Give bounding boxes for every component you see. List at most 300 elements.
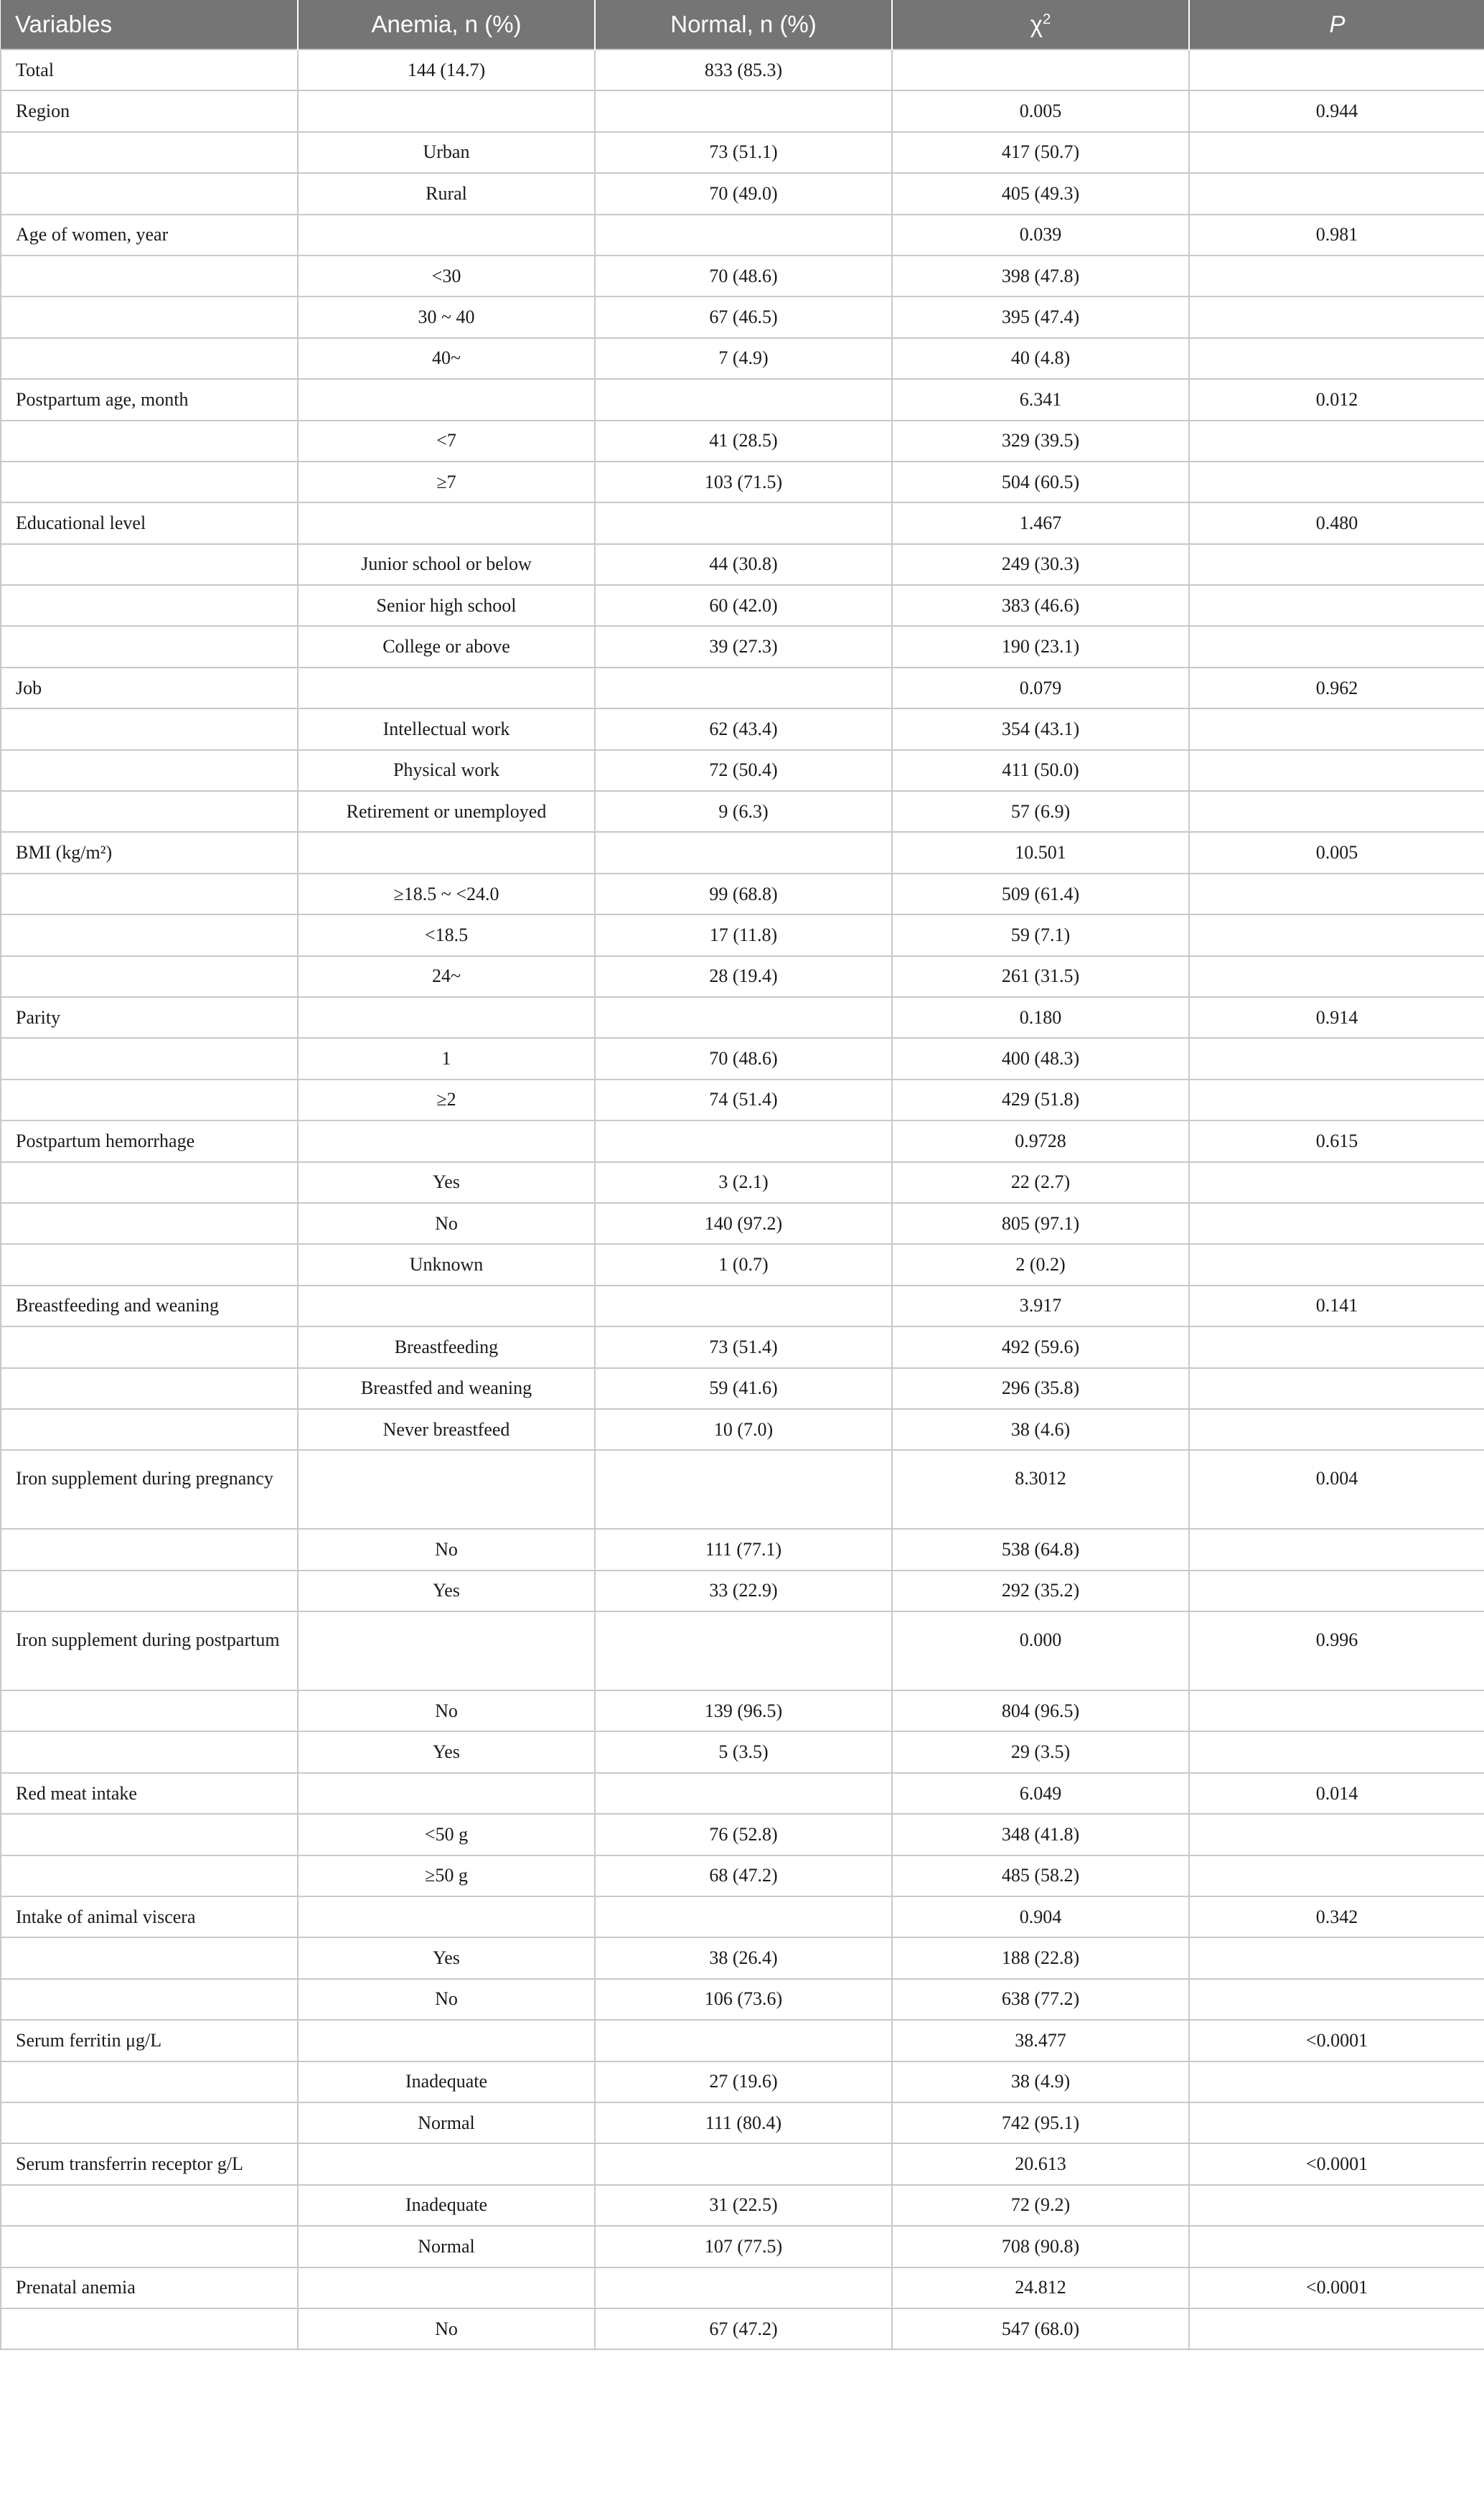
cell-count xyxy=(595,2020,892,2061)
cell-variable xyxy=(1,914,298,955)
cell-count xyxy=(595,997,892,1038)
cell-count: 68 (47.2) xyxy=(595,1855,892,1896)
cell-stat: 0.079 xyxy=(892,668,1189,708)
cell-category-or-anemia: Yes xyxy=(298,1731,595,1772)
cell-stat: 638 (77.2) xyxy=(892,1979,1189,2020)
cell-p: 0.981 xyxy=(1189,215,1484,256)
table-row xyxy=(1,2102,1484,2143)
table-row xyxy=(1,1326,1484,1367)
cell-count: 1 (0.7) xyxy=(595,1244,892,1285)
table-row xyxy=(1,544,1484,585)
table-row xyxy=(1,1896,1484,1937)
cell-count xyxy=(595,90,892,131)
cell-stat: 40 (4.8) xyxy=(892,338,1189,379)
cell-variable xyxy=(1,750,298,791)
table-row xyxy=(1,668,1484,708)
cell-stat: 804 (96.5) xyxy=(892,1690,1189,1731)
cell-count: 73 (51.1) xyxy=(595,132,892,173)
cell-p: 0.014 xyxy=(1189,1773,1484,1814)
table-row xyxy=(1,296,1484,337)
cell-category-or-anemia: ≥18.5 ~ <24.0 xyxy=(298,874,595,914)
cell-p xyxy=(1189,1690,1484,1731)
cell-p xyxy=(1189,1814,1484,1855)
cell-p xyxy=(1189,132,1484,173)
cell-p xyxy=(1189,173,1484,214)
cell-variable xyxy=(1,1203,298,1244)
cell-category-or-anemia: <7 xyxy=(298,421,595,462)
table-row xyxy=(1,708,1484,749)
cell-p xyxy=(1189,914,1484,955)
cell-variable: Age of women, year xyxy=(1,215,298,256)
table-row xyxy=(1,1731,1484,1772)
cell-stat: 400 (48.3) xyxy=(892,1038,1189,1079)
cell-stat: 504 (60.5) xyxy=(892,462,1189,502)
cell-stat: 296 (35.8) xyxy=(892,1368,1189,1409)
cell-variable xyxy=(1,1814,298,1855)
cell-variable xyxy=(1,1409,298,1450)
cell-variable xyxy=(1,296,298,337)
cell-variable: Intake of animal viscera xyxy=(1,1896,298,1937)
cell-variable: Serum transferrin receptor g/L xyxy=(1,2143,298,2184)
cell-category-or-anemia xyxy=(298,1450,595,1529)
table-row xyxy=(1,832,1484,873)
table-row xyxy=(1,914,1484,955)
cell-p xyxy=(1189,874,1484,914)
cell-category-or-anemia xyxy=(298,2020,595,2061)
cell-stat: 492 (59.6) xyxy=(892,1326,1189,1367)
cell-p: 0.480 xyxy=(1189,502,1484,543)
cell-count: 7 (4.9) xyxy=(595,338,892,379)
table-row xyxy=(1,1855,1484,1896)
table-row xyxy=(1,2143,1484,2184)
cell-count: 62 (43.4) xyxy=(595,708,892,749)
cell-stat: 10.501 xyxy=(892,832,1189,873)
cell-stat: 348 (41.8) xyxy=(892,1814,1189,1855)
cell-variable xyxy=(1,462,298,502)
header-anemia: Anemia, n (%) xyxy=(298,0,595,50)
table-row xyxy=(1,90,1484,131)
cell-p xyxy=(1189,2226,1484,2267)
cell-stat: 190 (23.1) xyxy=(892,626,1189,667)
cell-p xyxy=(1189,1080,1484,1120)
cell-p xyxy=(1189,956,1484,997)
table-row xyxy=(1,750,1484,791)
table-row xyxy=(1,256,1484,296)
table-row xyxy=(1,1773,1484,1814)
cell-count: 31 (22.5) xyxy=(595,2185,892,2226)
cell-stat: 22 (2.7) xyxy=(892,1162,1189,1203)
cell-category-or-anemia: Yes xyxy=(298,1937,595,1978)
cell-category-or-anemia: <30 xyxy=(298,256,595,296)
table-header xyxy=(1,0,1484,50)
cell-count xyxy=(595,1120,892,1161)
cell-stat: 429 (51.8) xyxy=(892,1080,1189,1120)
table-row xyxy=(1,1979,1484,2020)
cell-stat: 805 (97.1) xyxy=(892,1203,1189,1244)
header-row xyxy=(1,0,1484,50)
cell-category-or-anemia xyxy=(298,1773,595,1814)
header-variables: Variables xyxy=(1,0,298,50)
cell-p xyxy=(1189,708,1484,749)
cell-stat: 8.3012 xyxy=(892,1450,1189,1529)
cell-count: 3 (2.1) xyxy=(595,1162,892,1203)
cell-stat: 3.917 xyxy=(892,1286,1189,1326)
cell-count: 10 (7.0) xyxy=(595,1409,892,1450)
cell-stat: 188 (22.8) xyxy=(892,1937,1189,1978)
cell-count: 59 (41.6) xyxy=(595,1368,892,1409)
cell-variable xyxy=(1,1979,298,2020)
cell-stat: 24.812 xyxy=(892,2267,1189,2308)
cell-count xyxy=(595,1611,892,1690)
cell-p xyxy=(1189,1529,1484,1570)
cell-count: 73 (51.4) xyxy=(595,1326,892,1367)
cell-p: <0.0001 xyxy=(1189,2020,1484,2061)
cell-variable xyxy=(1,2102,298,2143)
cell-variable xyxy=(1,544,298,585)
cell-count: 28 (19.4) xyxy=(595,956,892,997)
cell-stat: 261 (31.5) xyxy=(892,956,1189,997)
cell-p xyxy=(1189,2185,1484,2226)
table-row xyxy=(1,1690,1484,1731)
table-row xyxy=(1,50,1484,90)
cell-count: 38 (26.4) xyxy=(595,1937,892,1978)
cell-variable xyxy=(1,1731,298,1772)
cell-p xyxy=(1189,1937,1484,1978)
cell-p xyxy=(1189,1731,1484,1772)
table-row xyxy=(1,132,1484,173)
cell-category-or-anemia: No xyxy=(298,1529,595,1570)
cell-variable xyxy=(1,173,298,214)
cell-category-or-anemia: 24~ xyxy=(298,956,595,997)
cell-count xyxy=(595,1773,892,1814)
table-row xyxy=(1,1120,1484,1161)
cell-variable: Prenatal anemia xyxy=(1,2267,298,2308)
cell-p xyxy=(1189,1244,1484,1285)
cell-category-or-anemia xyxy=(298,1120,595,1161)
cell-p xyxy=(1189,462,1484,502)
cell-count: 140 (97.2) xyxy=(595,1203,892,1244)
cell-variable xyxy=(1,1368,298,1409)
cell-count: 9 (6.3) xyxy=(595,791,892,832)
cell-count: 70 (48.6) xyxy=(595,256,892,296)
cell-stat: 6.341 xyxy=(892,379,1189,420)
table-row xyxy=(1,2061,1484,2102)
cell-variable xyxy=(1,1080,298,1120)
table-row xyxy=(1,1409,1484,1450)
table-row xyxy=(1,1937,1484,1978)
cell-stat: 398 (47.8) xyxy=(892,256,1189,296)
cell-p xyxy=(1189,1203,1484,1244)
cell-stat: 6.049 xyxy=(892,1773,1189,1814)
table-row xyxy=(1,585,1484,626)
cell-count xyxy=(595,1450,892,1529)
header-p-value: P xyxy=(1189,0,1484,50)
cell-variable xyxy=(1,2308,298,2349)
cell-stat: 72 (9.2) xyxy=(892,2185,1189,2226)
cell-count: 70 (48.6) xyxy=(595,1038,892,1079)
cell-category-or-anemia: Senior high school xyxy=(298,585,595,626)
table-row xyxy=(1,2020,1484,2061)
table-row xyxy=(1,874,1484,914)
cell-category-or-anemia xyxy=(298,1286,595,1326)
cell-variable xyxy=(1,2226,298,2267)
table-row xyxy=(1,1203,1484,1244)
cell-stat: 354 (43.1) xyxy=(892,708,1189,749)
table-row xyxy=(1,1080,1484,1120)
cell-stat: 411 (50.0) xyxy=(892,750,1189,791)
cell-category-or-anemia: College or above xyxy=(298,626,595,667)
cell-count: 76 (52.8) xyxy=(595,1814,892,1855)
cell-category-or-anemia xyxy=(298,1896,595,1937)
cell-p xyxy=(1189,1409,1484,1450)
cell-stat: 292 (35.2) xyxy=(892,1571,1189,1611)
cell-category-or-anemia: Unknown xyxy=(298,1244,595,1285)
cell-stat: 0.005 xyxy=(892,90,1189,131)
cell-category-or-anemia: Breastfed and weaning xyxy=(298,1368,595,1409)
cell-p: 0.012 xyxy=(1189,379,1484,420)
cell-variable xyxy=(1,1038,298,1079)
cell-variable: Region xyxy=(1,90,298,131)
cell-stat: 329 (39.5) xyxy=(892,421,1189,462)
cell-variable xyxy=(1,791,298,832)
cell-count: 139 (96.5) xyxy=(595,1690,892,1731)
cell-p xyxy=(1189,338,1484,379)
cell-variable: Educational level xyxy=(1,502,298,543)
chi-exponent: 2 xyxy=(1042,11,1051,27)
cell-stat: 708 (90.8) xyxy=(892,2226,1189,2267)
cell-variable: Parity xyxy=(1,997,298,1038)
cell-count xyxy=(595,215,892,256)
cell-stat: 395 (47.4) xyxy=(892,296,1189,337)
cell-category-or-anemia: Retirement or unemployed xyxy=(298,791,595,832)
cell-count: 833 (85.3) xyxy=(595,50,892,90)
cell-stat: 538 (64.8) xyxy=(892,1529,1189,1570)
cell-count: 107 (77.5) xyxy=(595,2226,892,2267)
cell-p xyxy=(1189,2061,1484,2102)
cell-variable xyxy=(1,338,298,379)
cell-variable: Breastfeeding and weaning xyxy=(1,1286,298,1326)
cell-category-or-anemia xyxy=(298,2143,595,2184)
cell-variable: Red meat intake xyxy=(1,1773,298,1814)
cell-category-or-anemia: Junior school or below xyxy=(298,544,595,585)
cell-category-or-anemia xyxy=(298,215,595,256)
cell-variable xyxy=(1,421,298,462)
cell-stat: 59 (7.1) xyxy=(892,914,1189,955)
cell-category-or-anemia: Normal xyxy=(298,2226,595,2267)
cell-stat: 57 (6.9) xyxy=(892,791,1189,832)
cell-stat: 485 (58.2) xyxy=(892,1855,1189,1896)
cell-category-or-anemia: No xyxy=(298,1979,595,2020)
table-row xyxy=(1,1611,1484,1690)
table-row xyxy=(1,1529,1484,1570)
table-row xyxy=(1,2308,1484,2349)
cell-stat: 509 (61.4) xyxy=(892,874,1189,914)
cell-variable xyxy=(1,874,298,914)
cell-stat: 405 (49.3) xyxy=(892,173,1189,214)
cell-category-or-anemia xyxy=(298,2267,595,2308)
cell-count: 67 (47.2) xyxy=(595,2308,892,2349)
cell-count: 17 (11.8) xyxy=(595,914,892,955)
cell-variable: Iron supplement during pregnancy xyxy=(1,1450,298,1529)
cell-stat: 0.904 xyxy=(892,1896,1189,1937)
cell-variable xyxy=(1,1326,298,1367)
cell-category-or-anemia xyxy=(298,997,595,1038)
cell-count: 111 (80.4) xyxy=(595,2102,892,2143)
cell-variable xyxy=(1,956,298,997)
chi-symbol: χ xyxy=(1030,11,1043,37)
cell-category-or-anemia: Rural xyxy=(298,173,595,214)
table-row xyxy=(1,1286,1484,1326)
table-row xyxy=(1,502,1484,543)
cell-stat: 383 (46.6) xyxy=(892,585,1189,626)
cell-category-or-anemia: Inadequate xyxy=(298,2185,595,2226)
cell-stat: 417 (50.7) xyxy=(892,132,1189,173)
cell-stat: 38 (4.6) xyxy=(892,1409,1189,1450)
cell-p: 0.141 xyxy=(1189,1286,1484,1326)
cell-p xyxy=(1189,791,1484,832)
cell-p: 0.005 xyxy=(1189,832,1484,873)
cell-stat: 38 (4.9) xyxy=(892,2061,1189,2102)
cell-p xyxy=(1189,296,1484,337)
table-row xyxy=(1,1162,1484,1203)
cell-category-or-anemia xyxy=(298,379,595,420)
cell-variable xyxy=(1,2185,298,2226)
cell-p xyxy=(1189,1326,1484,1367)
cell-variable xyxy=(1,626,298,667)
cell-p: 0.944 xyxy=(1189,90,1484,131)
cell-stat: 547 (68.0) xyxy=(892,2308,1189,2349)
cell-category-or-anemia: Yes xyxy=(298,1571,595,1611)
cell-p xyxy=(1189,626,1484,667)
table-row xyxy=(1,462,1484,502)
cell-category-or-anemia: Intellectual work xyxy=(298,708,595,749)
cell-count: 60 (42.0) xyxy=(595,585,892,626)
table-row xyxy=(1,2185,1484,2226)
cell-category-or-anemia: Never breastfeed xyxy=(298,1409,595,1450)
cell-variable: Total xyxy=(1,50,298,90)
cell-category-or-anemia: ≥7 xyxy=(298,462,595,502)
cell-p xyxy=(1189,1162,1484,1203)
cell-stat: 38.477 xyxy=(892,2020,1189,2061)
table-row xyxy=(1,1814,1484,1855)
cell-count xyxy=(595,1896,892,1937)
cell-count xyxy=(595,2143,892,2184)
cell-count: 33 (22.9) xyxy=(595,1571,892,1611)
cell-category-or-anemia: Inadequate xyxy=(298,2061,595,2102)
cell-category-or-anemia xyxy=(298,832,595,873)
cell-variable: Iron supplement during postpartum xyxy=(1,1611,298,1690)
cell-count xyxy=(595,379,892,420)
table-row xyxy=(1,1244,1484,1285)
cell-p: 0.962 xyxy=(1189,668,1484,708)
header-normal: Normal, n (%) xyxy=(595,0,892,50)
cell-variable xyxy=(1,1529,298,1570)
cell-count: 106 (73.6) xyxy=(595,1979,892,2020)
cell-count: 5 (3.5) xyxy=(595,1731,892,1772)
cell-category-or-anemia: Urban xyxy=(298,132,595,173)
cell-p xyxy=(1189,1979,1484,2020)
table-row xyxy=(1,1450,1484,1529)
cell-stat: 20.613 xyxy=(892,2143,1189,2184)
cell-category-or-anemia xyxy=(298,90,595,131)
table-row xyxy=(1,338,1484,379)
cell-p: <0.0001 xyxy=(1189,2267,1484,2308)
cell-category-or-anemia: 30 ~ 40 xyxy=(298,296,595,337)
cell-stat: 0.000 xyxy=(892,1611,1189,1690)
table-row xyxy=(1,379,1484,420)
cell-category-or-anemia: No xyxy=(298,1203,595,1244)
cell-count: 103 (71.5) xyxy=(595,462,892,502)
cell-p xyxy=(1189,1368,1484,1409)
cell-p: 0.342 xyxy=(1189,1896,1484,1937)
cell-variable xyxy=(1,1162,298,1203)
cell-stat: 249 (30.3) xyxy=(892,544,1189,585)
cell-variable xyxy=(1,1855,298,1896)
cell-variable: Postpartum hemorrhage xyxy=(1,1120,298,1161)
cell-variable: Job xyxy=(1,668,298,708)
cell-count xyxy=(595,502,892,543)
cell-p: 0.615 xyxy=(1189,1120,1484,1161)
table-row xyxy=(1,626,1484,667)
cell-count: 67 (46.5) xyxy=(595,296,892,337)
cell-category-or-anemia: 40~ xyxy=(298,338,595,379)
cell-count: 27 (19.6) xyxy=(595,2061,892,2102)
cell-count: 44 (30.8) xyxy=(595,544,892,585)
cell-p xyxy=(1189,50,1484,90)
cell-p: <0.0001 xyxy=(1189,2143,1484,2184)
cell-category-or-anemia xyxy=(298,668,595,708)
cell-count: 99 (68.8) xyxy=(595,874,892,914)
cell-stat xyxy=(892,50,1189,90)
cell-variable: Serum ferritin μg/L xyxy=(1,2020,298,2061)
cell-category-or-anemia xyxy=(298,502,595,543)
cell-variable xyxy=(1,1244,298,1285)
cell-count xyxy=(595,668,892,708)
cell-category-or-anemia: <18.5 xyxy=(298,914,595,955)
cell-category-or-anemia: 1 xyxy=(298,1038,595,1079)
cell-count: 74 (51.4) xyxy=(595,1080,892,1120)
cell-category-or-anemia: <50 g xyxy=(298,1814,595,1855)
cell-category-or-anemia: Physical work xyxy=(298,750,595,791)
cell-variable: BMI (kg/m²) xyxy=(1,832,298,873)
cell-category-or-anemia: 144 (14.7) xyxy=(298,50,595,90)
cell-variable xyxy=(1,708,298,749)
cell-p xyxy=(1189,2308,1484,2349)
cell-count xyxy=(595,1286,892,1326)
cell-variable xyxy=(1,1571,298,1611)
cell-count: 70 (49.0) xyxy=(595,173,892,214)
cell-variable xyxy=(1,1690,298,1731)
cell-variable xyxy=(1,585,298,626)
cell-count xyxy=(595,832,892,873)
cell-stat: 742 (95.1) xyxy=(892,2102,1189,2143)
table-row xyxy=(1,791,1484,832)
header-chi-square xyxy=(892,0,1189,50)
cell-variable: Postpartum age, month xyxy=(1,379,298,420)
cell-stat: 29 (3.5) xyxy=(892,1731,1189,1772)
table-row xyxy=(1,1368,1484,1409)
cell-count: 39 (27.3) xyxy=(595,626,892,667)
cell-p xyxy=(1189,1038,1484,1079)
cell-p xyxy=(1189,585,1484,626)
cell-count: 41 (28.5) xyxy=(595,421,892,462)
cell-count: 72 (50.4) xyxy=(595,750,892,791)
cell-variable xyxy=(1,256,298,296)
table-row xyxy=(1,173,1484,214)
table-row xyxy=(1,215,1484,256)
cell-p xyxy=(1189,256,1484,296)
cell-p xyxy=(1189,750,1484,791)
